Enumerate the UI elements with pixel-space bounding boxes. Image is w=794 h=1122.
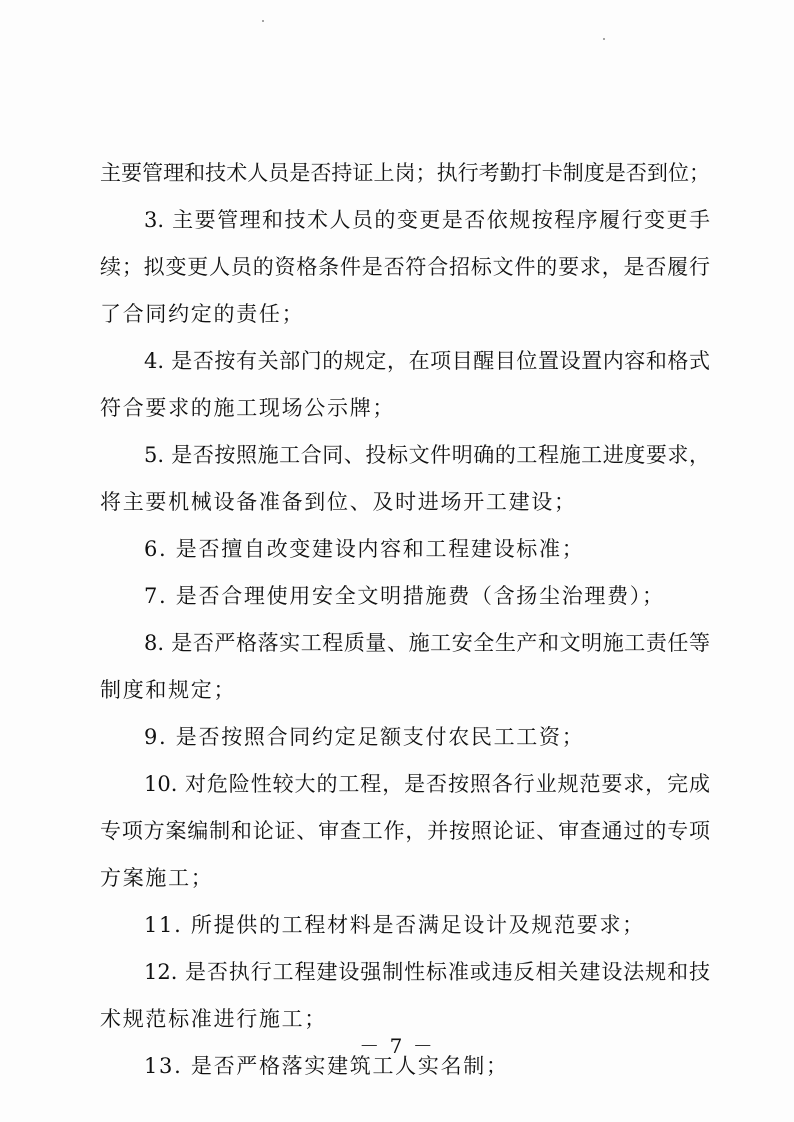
text-line: 10. 对危险性较大的工程，是否按照各行业规范要求，完成	[144, 772, 710, 796]
text-line: 专项方案编制和论证、审查工作，并按照论证、审查通过的专项	[100, 819, 710, 843]
scan-speck	[603, 38, 605, 40]
text-line: 续；拟变更人员的资格条件是否符合招标文件的要求，是否履行	[100, 255, 710, 279]
text-line: 9. 是否按照合同约定足额支付农民工工资；	[144, 725, 585, 749]
text-line: 5. 是否按照施工合同、投标文件明确的工程施工进度要求，	[144, 443, 710, 467]
text-line: 制度和规定；	[100, 678, 237, 702]
text-line: 11. 所提供的工程材料是否满足设计及规范要求；	[144, 913, 645, 937]
text-line: 7. 是否合理使用安全文明措施费（含扬尘治理费）；	[144, 584, 665, 608]
text-line: 将主要机械设备准备到位、及时进场开工建设；	[100, 490, 577, 514]
text-line: 了合同约定的责任；	[100, 302, 305, 326]
document-body	[100, 150, 710, 1090]
scan-speck	[262, 20, 264, 22]
text-line: 8. 是否严格落实工程质量、施工安全生产和文明施工责任等	[144, 631, 710, 655]
text-line: 6. 是否擅自改变建设内容和工程建设标准；	[144, 537, 585, 561]
text-line: 主要管理和技术人员是否持证上岗；执行考勤打卡制度是否到位；	[100, 161, 710, 185]
text-line: 12. 是否执行工程建设强制性标准或违反相关建设法规和技	[144, 960, 710, 984]
text-line: 3. 主要管理和技术人员的变更是否依规按程序履行变更手	[144, 208, 710, 232]
text-line: 符合要求的施工现场公示牌；	[100, 396, 396, 420]
text-line: 13. 是否严格落实建筑工人实名制；	[144, 1054, 509, 1078]
page-number: － 7 －	[359, 1034, 435, 1058]
text-line: 4. 是否按有关部门的规定，在项目醒目位置设置内容和格式	[144, 349, 710, 373]
text-line: 方案施工；	[100, 866, 214, 890]
text-line: 术规范标准进行施工；	[100, 1007, 327, 1031]
